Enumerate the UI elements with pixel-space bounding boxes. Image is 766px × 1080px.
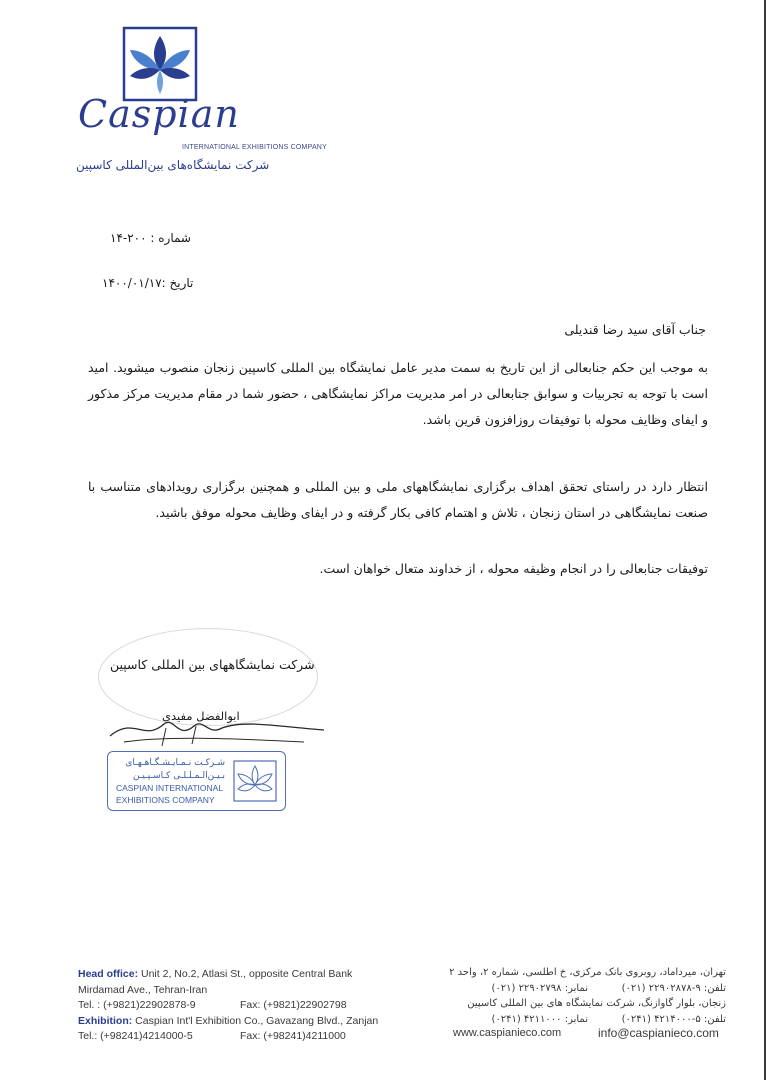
stamp-farsi-line-1: شـرکـت نـمـایـشـگـاهـهـای [125, 758, 225, 768]
paragraph-1: به موجب این حکم جنابعالی از این تاریخ به سمت مدیر عامل نمایشگاه بین المللی کاسپین زنجان منصوب میشوید. امید است با توجه به تجربیات و سوابق جنابعالی در امر مدیریت مراکز نمایشگاهی ، حضور شما در مقام مدیریت مرکز مذکور و ایفای وظایف محوله با توفیقات روزافزون قرین باشد. [88, 360, 708, 427]
logo-wordmark: Caspian [78, 92, 240, 136]
exhibition-fax: Fax: (+98241)4211000 [240, 1030, 346, 1042]
email-link[interactable]: info@caspianieco.com [598, 1026, 719, 1040]
head-office-tel: Tel. : (+9821)22902878-9 [78, 999, 196, 1011]
stamp-farsi-line-2: بـیـن‌الـمـلـلـی کـاسـپـیـن [132, 771, 225, 781]
signatory-name: ابوالفضل مفیدی [162, 709, 240, 723]
stamp-english-line-1: CASPIAN INTERNATIONAL [116, 783, 224, 793]
farsi-address-tehran: تهران، میرداماد، روبروی بانک مرکزی، خ اطلسی، شماره ۲، واحد ۲ [449, 967, 726, 978]
farsi-fax-zanjan: نمابر: ۴۲۱۱۰۰۰ (۰۲۴۱) [491, 1013, 588, 1025]
signature-company: شرکت نمایشگاههای بین المللی کاسپین [110, 657, 315, 672]
farsi-tel-zanjan: تلفن: ۵-۴۲۱۴۰۰۰ (۰۲۴۱) [621, 1013, 726, 1025]
logo-subtitle: INTERNATIONAL EXHIBITIONS COMPANY [182, 144, 327, 151]
stamp-english-line-2: EXHIBITIONS COMPANY [116, 795, 215, 805]
lotus-logo-icon [122, 26, 198, 102]
farsi-tel-tehran: تلفن: ۹-۲۲۹۰۲۸۷۸ (۰۲۱) [621, 982, 726, 994]
head-office-address: Unit 2, No.2, Atlasi St., opposite Central Bank [138, 968, 353, 980]
company-logo [70, 22, 327, 172]
stamp-lotus-icon [233, 760, 277, 802]
addressee: جناب آقای سید رضا قندیلی [564, 322, 706, 337]
head-office-city: Mirdamad Ave., Tehran-Iran [78, 983, 208, 996]
footer-english [78, 967, 378, 1045]
farsi-fax-tehran: نمابر: ۲۲۹۰۲۷۹۸ (۰۲۱) [491, 982, 588, 994]
exhibition-tel: Tel.: (+98241)4214000-5 [78, 1030, 193, 1042]
exhibition-label: Exhibition: [78, 1014, 133, 1027]
letter-date: تاریخ :۱۴۰۰/۰۱/۱۷ [102, 276, 194, 290]
footer-farsi [436, 965, 726, 1027]
paragraph-3: توفیقات جنابعالی را در انجام وظیفه محوله ، از خداوند متعال خواهان است. [319, 561, 708, 576]
website-link[interactable]: www.caspianieco.com [453, 1027, 562, 1039]
paragraph-2: انتظار دارد در راستای تحقق اهداف برگزاری نمایشگاههای ملی و بین المللی و همچنین برگزاری رویدادهای متناسب با صنعت نمایشگاهی در استان زنجان ، تلاش و اهتمام کافی بکار گرفته و در ایفای وظایف محوله موفق باشید. [88, 479, 708, 520]
letter-number: شماره : ۲۰۰-۱۴ [110, 231, 191, 245]
company-stamp [107, 751, 286, 811]
head-office-fax: Fax: (+9821)22902798 [240, 999, 347, 1011]
exhibition-address: Caspian Int'l Exhibition Co., Gavazang Blvd., Zanjan [132, 1014, 379, 1027]
farsi-address-zanjan: زنجان، بلوار گاوازنگ، شرکت نمایشگاه های بین المللی کاسپین [467, 998, 726, 1009]
head-office-label: Head office: [78, 968, 139, 980]
logo-farsi-name: شرکت نمایشگاه‌های بین‌المللی کاسپین [76, 158, 270, 172]
